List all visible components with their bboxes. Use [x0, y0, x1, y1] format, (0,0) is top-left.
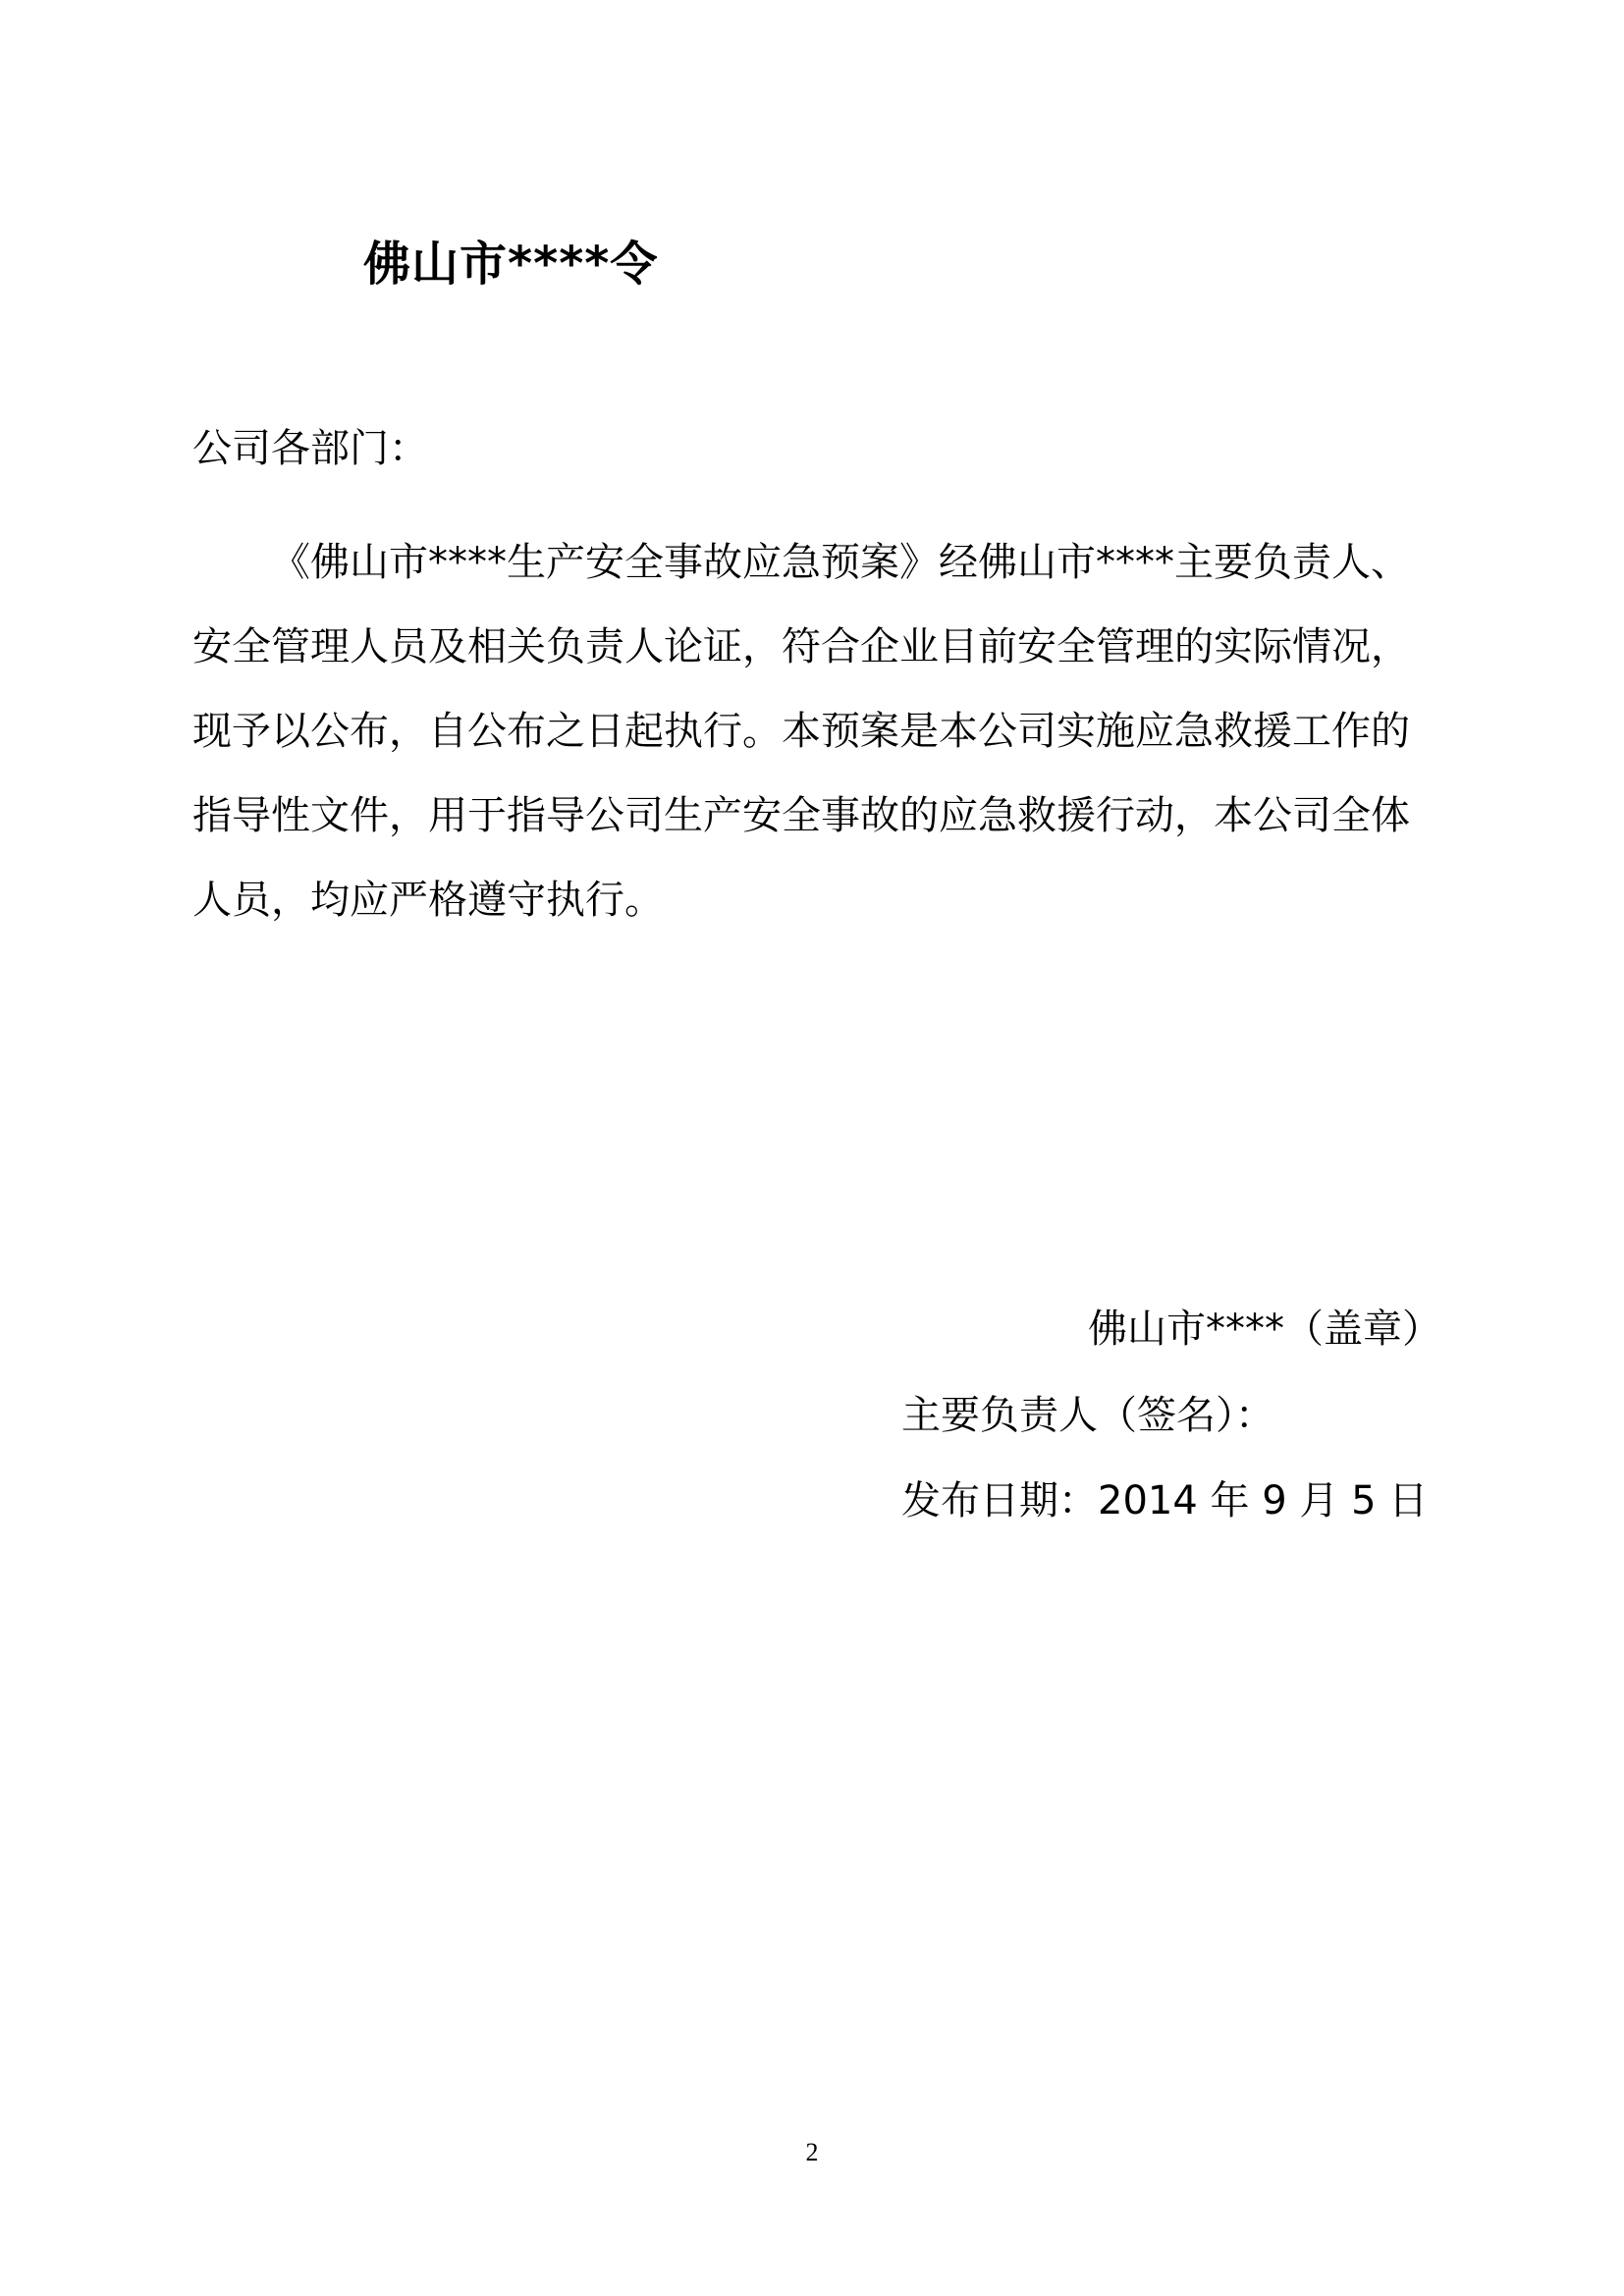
page-number: 2	[805, 2138, 819, 2166]
body-line: 《佛山市****生产安全事故应急预案》经佛山市****主要负责人、	[271, 540, 1410, 585]
page-title: 佛山市****令	[363, 237, 659, 292]
principal-signature-line: 主要负责人（签名）：	[901, 1393, 1274, 1438]
body-line: 安全管理人员及相关负责人论证，符合企业目前安全管理的实际情况，	[192, 624, 1410, 669]
body-line: 指导性文件，用于指导公司生产安全事故的应急救援行动，本公司全体	[192, 793, 1410, 838]
body-paragraph	[192, 520, 1449, 942]
body-line: 现予以公布，自公布之日起执行。本预案是本公司实施应急救援工作的	[192, 709, 1410, 754]
body-line: 人员，均应严格遵守执行。	[192, 878, 664, 923]
company-seal-line: 佛山市****（盖章）	[1088, 1307, 1441, 1352]
issue-date-line: 发布日期：2014 年 9 月 5 日	[901, 1478, 1429, 1523]
salutation: 公司各部门：	[192, 426, 428, 471]
